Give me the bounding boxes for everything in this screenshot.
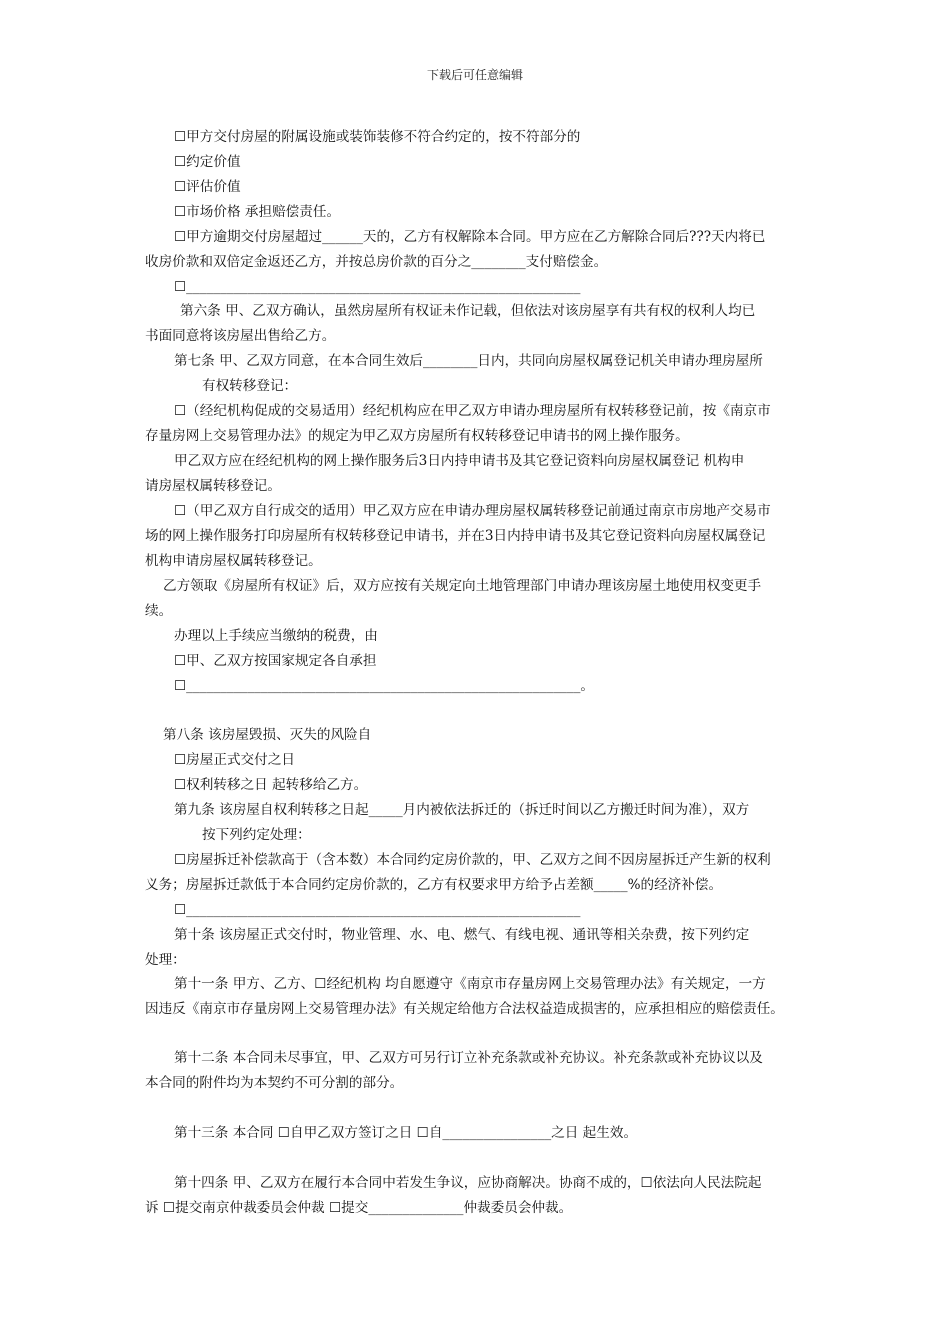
clause-line: 本合同的附件均为本契约不可分割的部分。 [145,1075,404,1091]
clause-line: ☐甲、乙双方按国家规定各自承担 [174,653,377,669]
clause-line: 第八条 该房屋毁损、灭失的风险自 [163,727,372,743]
clause-line: 第十四条 甲、乙双方在履行本合同中若发生争议，应协商解决。协商不成的，☐依法向人民法院起 [174,1175,762,1191]
clause-line: 因违反《南京市存量房网上交易管理办法》有关规定给他方合法权益造成损害的，应承担相应的赔偿责任。 [145,1001,784,1017]
clause-line: ☐权利转移之日 起转移给乙方。 [174,777,368,793]
clause-line: ☐甲方交付房屋的附属设施或装饰装修不符合约定的，按不符部分的 [174,129,581,145]
clause-line: 场的网上操作服务打印房屋所有权转移登记申请书，并在3日内持申请书及其它登记资料向房屋权属登记 [145,528,766,544]
clause-line: 第十一条 甲方、乙方、☐经纪机构 均自愿遵守《南京市存量房网上交易管理办法》有关规定，一方 [174,976,766,992]
clause-line: 机构申请房屋权属转移登记。 [145,553,322,569]
clause-line: ☐市场价格 承担赔偿责任。 [174,204,341,220]
clause-line: 第九条 该房屋自权利转移之日起_____月内被依法拆迁的（拆迁时间以乙方搬迁时间为准），双方 [174,802,750,818]
clause-line: 办理以上手续应当缴纳的税费，由 [174,628,378,644]
clause-line: 诉 ☐提交南京仲裁委员会仲裁 ☐提交______________仲裁委员会仲裁。 [145,1200,573,1216]
clause-line: ☐评估价值 [174,179,241,195]
clause-line: ☐房屋拆迁补偿款高于（含本数）本合同约定房价款的，甲、乙双方之间不因房屋拆迁产生新的权利 [174,852,771,868]
clause-line: ☐甲方逾期交付房屋超过______天的，乙方有权解除本合同。甲方应在乙方解除合同后???天内将已 [174,229,766,245]
clause-line: 有权转移登记： [202,378,298,394]
clause-line: 乙方领取《房屋所有权证》后，双方应按有关规定向土地管理部门申请办理该房屋土地使用权变更手 [163,578,762,594]
clause-line: 第十三条 本合同 ☐自甲乙双方签订之日 ☐自________________之日 起生效。 [174,1125,638,1141]
clause-line: 第十二条 本合同未尽事宜，甲、乙双方可另行订立补充条款或补充协议。补充条款或补充协议以及 [174,1050,763,1066]
clause-line: 按下列约定处理： [202,827,311,843]
page-header-note: 下载后可任意编辑 [426,68,523,82]
clause-line: 甲乙双方应在经纪机构的网上操作服务后3日内持申请书及其它登记资料向房屋权属登记 机构申 [174,453,745,469]
clause-line: 请房屋权属转移登记。 [145,478,281,494]
clause-line: 处理： [145,952,186,968]
clause-line: ☐（甲乙双方自行成交的适用）甲乙双方应在申请办理房屋权属转移登记前通过南京市房地产交易市 [174,503,771,519]
clause-line: ☐约定价值 [174,154,241,170]
clause-line: ☐房屋正式交付之日 [174,752,295,768]
clause-line: ☐__________________________________________________________。 [174,678,594,694]
clause-line: 第七条 甲、乙双方同意，在本合同生效后________日内，共同向房屋权属登记机关申请办理房屋所 [174,353,763,369]
clause-line: 义务；房屋拆迁款低于本合同约定房价款的，乙方有权要求甲方给予占差额_____%的经济补偿。 [145,877,723,893]
clause-line: 书面同意将该房屋出售给乙方。 [145,328,336,344]
clause-line: ☐__________________________________________________________ [174,902,581,918]
clause-line: 第十条 该房屋正式交付时，物业管理、水、电、燃气、有线电视、通讯等相关杂费，按下列约定 [174,927,750,943]
clause-line: ☐（经纪机构促成的交易适用）经纪机构应在甲乙双方申请办理房屋所有权转移登记前，按《南京市 [174,403,771,419]
clause-line: 收房价款和双倍定金返还乙方，并按总房价款的百分之________支付赔偿金。 [145,254,608,270]
clause-line: 存量房网上交易管理办法》的规定为甲乙双方房屋所有权转移登记申请书的网上操作服务。 [145,428,689,444]
clause-line: ☐__________________________________________________________ [174,279,581,295]
clause-line: 第六条 甲、乙双方确认，虽然房屋所有权证未作记载，但依法对该房屋享有共有权的权利人均已 [180,303,756,319]
clause-line: 续。 [145,603,173,619]
